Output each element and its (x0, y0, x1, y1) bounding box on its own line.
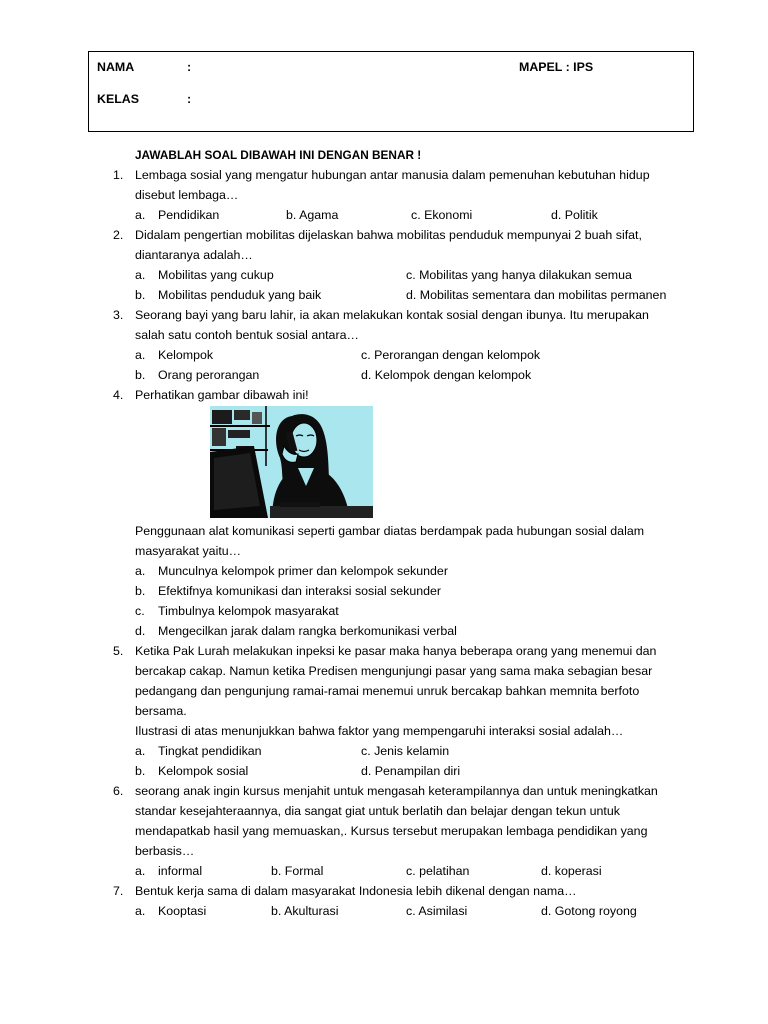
question-number: 5. (113, 644, 124, 658)
question-text: bercakap cakap. Namun ketika Predisen mengunjungi pasar yang sama maka sebagian besar (135, 664, 653, 678)
question-text: disebut lembaga… (135, 188, 239, 202)
question-number: 4. (113, 388, 124, 402)
question-text: Lembaga sosial yang mengatur hubungan antar manusia dalam pemenuhan kebutuhan hidup (135, 168, 650, 182)
kelas-label: KELAS (97, 92, 139, 106)
question-text: Ketika Pak Lurah melakukan inpeksi ke pasar maka hanya beberapa orang yang menemui dan (135, 644, 657, 658)
option-text: d. Gotong royong (541, 904, 637, 918)
question-number: 3. (113, 308, 124, 322)
option-letter: a. (135, 744, 146, 758)
option-text: c. Perorangan dengan kelompok (361, 348, 541, 362)
question-text: standar kesejahteraannya, dia sangat giat untuk berlatih dan belajar dengan tekun untuk (135, 804, 620, 818)
question-text: diantaranya adalah… (135, 248, 253, 262)
option-letter: a. (135, 904, 146, 918)
question-text: mendapatkab hasil yang memuaskan,. Kursus tersebut merupakan lembaga pendidikan yang (135, 824, 648, 838)
question-text: seorang anak ingin kursus menjahit untuk mengasah keterampilannya dan untuk meningkatkan (135, 784, 658, 798)
option-text: Mobilitas yang cukup (158, 268, 274, 282)
option-text: c. Ekonomi (411, 208, 473, 222)
question-text: Seorang bayi yang baru lahir, ia akan melakukan kontak sosial dengan ibunya. Itu merupakan (135, 308, 649, 322)
student-info-box (88, 51, 694, 132)
option-text: b. Formal (271, 864, 324, 878)
question-number: 6. (113, 784, 124, 798)
nama-colon: : (187, 60, 192, 74)
question-text: salah satu contoh bentuk sosial antara… (135, 328, 359, 342)
question-text: bersama. (135, 704, 187, 718)
option-text: d. Penampilan diri (361, 764, 461, 778)
question-text: Perhatikan gambar dibawah ini! (135, 388, 309, 402)
option-text: Efektifnya komunikasi dan interaksi sosial sekunder (158, 584, 442, 598)
option-text: c. pelatihan (406, 864, 470, 878)
option-text: Pendidikan (158, 208, 220, 222)
option-text: Kelompok (158, 348, 214, 362)
option-text: c. Asimilasi (406, 904, 468, 918)
option-letter: a. (135, 208, 146, 222)
question-text: berbasis… (135, 844, 195, 858)
question-text: Didalam pengertian mobilitas dijelaskan bahwa mobilitas penduduk mempunyai 2 buah sifat, (135, 228, 642, 242)
option-text: d. koperasi (541, 864, 602, 878)
nama-label: NAMA (97, 60, 135, 74)
option-text: Kooptasi (158, 904, 207, 918)
question-text: pedangang dan pengunjung ramai-ramai menemui unruk bercakap bahkan memnita berfoto (135, 684, 640, 698)
option-letter: b. (135, 368, 146, 382)
option-text: b. Agama (286, 208, 339, 222)
question-number: 1. (113, 168, 124, 182)
option-text: d. Politik (551, 208, 598, 222)
option-text: d. Mobilitas sementara dan mobilitas permanen (406, 288, 667, 302)
option-letter: d. (135, 624, 146, 638)
option-text: Tingkat pendidikan (158, 744, 262, 758)
option-text: informal (158, 864, 203, 878)
instruction-heading: JAWABLAH SOAL DIBAWAH INI DENGAN BENAR ! (135, 148, 422, 162)
option-text: c. Jenis kelamin (361, 744, 450, 758)
option-letter: a. (135, 564, 146, 578)
question-text: Bentuk kerja sama di dalam masyarakat Indonesia lebih dikenal dengan nama… (135, 884, 577, 898)
option-text: c. Mobilitas yang hanya dilakukan semua (406, 268, 632, 282)
option-text: Orang perorangan (158, 368, 260, 382)
option-letter: a. (135, 864, 146, 878)
woman-on-phone-at-computer-image (210, 406, 373, 518)
option-letter: b. (135, 288, 146, 302)
option-text: Mengecilkan jarak dalam rangka berkomunikasi verbal (158, 624, 457, 638)
question-text: masyarakat yaitu… (135, 544, 242, 558)
option-text: d. Kelompok dengan kelompok (361, 368, 532, 382)
option-letter: a. (135, 268, 146, 282)
option-letter: b. (135, 764, 146, 778)
option-text: Kelompok sosial (158, 764, 249, 778)
mapel-label: MAPEL : IPS (519, 60, 594, 74)
question-number: 7. (113, 884, 124, 898)
option-text: Mobilitas penduduk yang baik (158, 288, 322, 302)
option-text: Timbulnya kelompok masyarakat (158, 604, 339, 618)
option-letter: a. (135, 348, 146, 362)
option-text: b. Akulturasi (271, 904, 339, 918)
question-number: 2. (113, 228, 124, 242)
question-text: Ilustrasi di atas menunjukkan bahwa faktor yang mempengaruhi interaksi sosial adalah… (135, 724, 624, 738)
option-letter: c. (135, 604, 145, 618)
option-text: Munculnya kelompok primer dan kelompok sekunder (158, 564, 448, 578)
question-text: Penggunaan alat komunikasi seperti gambar diatas berdampak pada hubungan sosial dalam (135, 524, 645, 538)
kelas-colon: : (187, 92, 192, 106)
option-letter: b. (135, 584, 146, 598)
